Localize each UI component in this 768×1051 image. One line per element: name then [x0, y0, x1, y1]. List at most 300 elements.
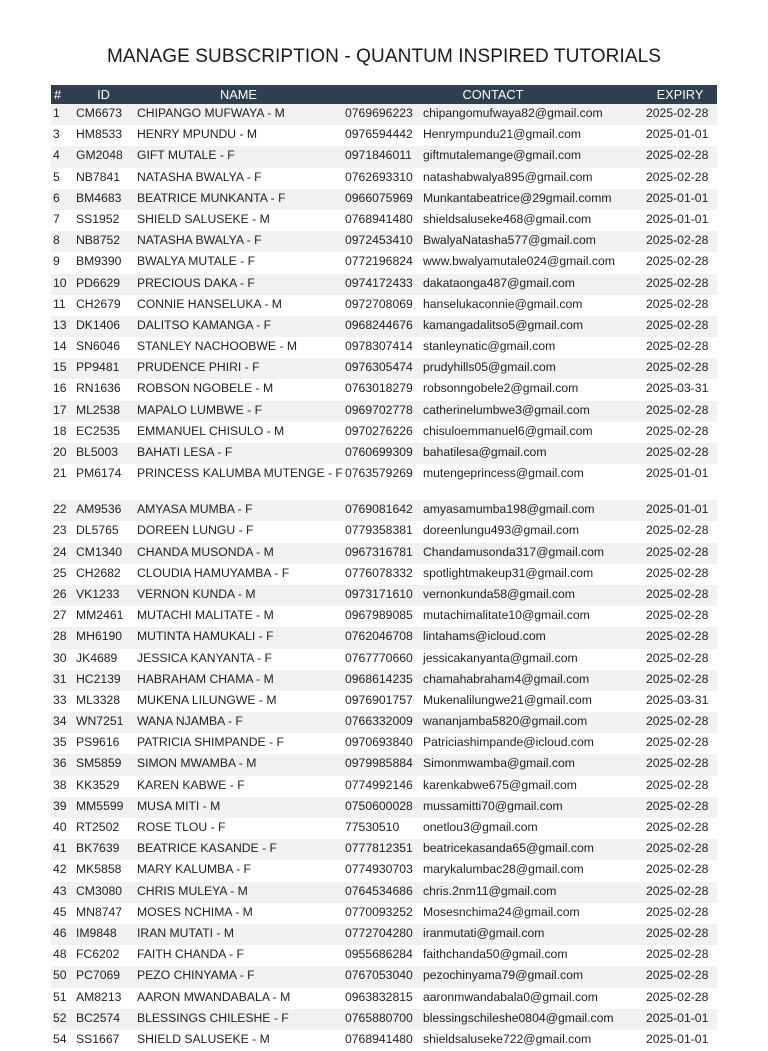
phone-number: 0760699309 — [343, 443, 422, 464]
subscriber-id: RN1636 — [76, 381, 121, 396]
email-address: natashabwalya895@gmail.com — [423, 169, 593, 184]
phone-number: 0968614235 — [343, 670, 422, 691]
phone-number: 0971846011 — [343, 146, 422, 167]
subscriber-name: DOREEN LUNGU - F — [137, 523, 254, 538]
row-number: 28 — [51, 627, 73, 648]
table-row — [51, 860, 717, 881]
expiry-date: 2025-01-01 — [643, 1009, 717, 1030]
row-number: 46 — [51, 924, 73, 945]
email-address: catherinelumbwe3@gmail.com — [422, 401, 643, 422]
email-address: Simonmwamba@gmail.com — [422, 754, 643, 775]
phone-number: 0767053040 — [343, 966, 422, 987]
expiry-date: 2025-02-28 — [643, 882, 717, 903]
expiry-date: 2025-02-28 — [643, 146, 717, 167]
email-address: aaronmwandabala0@gmail.com — [423, 989, 598, 1004]
table-row — [51, 712, 717, 733]
email-address: mutachimalitate10@gmail.com — [423, 608, 590, 623]
email-address: Patriciashimpande@icloud.com — [423, 735, 594, 750]
subscriber-id: BM4683 — [73, 189, 134, 210]
row-number: 36 — [51, 754, 73, 775]
subscriber-id: VK1233 — [73, 585, 134, 606]
subscriber-name: MARY KALUMBA - F — [137, 862, 252, 877]
expiry-date: 2025-02-28 — [646, 254, 709, 269]
table-row — [51, 168, 717, 189]
subscriber-name: EMMANUEL CHISULO - M — [137, 423, 285, 438]
subscriber-id: PM6174 — [76, 466, 122, 481]
subscriber-id: PD6629 — [73, 274, 134, 295]
subscriber-id: ML3328 — [76, 692, 121, 707]
expiry-date: 2025-01-01 — [643, 500, 717, 521]
column-header-expiry: EXPIRY — [643, 85, 717, 104]
row-number: 38 — [53, 777, 67, 792]
phone-number: 0772704280 — [343, 924, 422, 945]
table-row — [51, 231, 717, 252]
phone-number: 0768941480 — [345, 1031, 413, 1046]
phone-number: 0966075969 — [343, 189, 422, 210]
phone-number: 0763579269 — [345, 466, 413, 481]
phone-number: 0963832815 — [345, 989, 413, 1004]
expiry-date: 2025-02-28 — [643, 104, 717, 125]
expiry-date: 2025-02-28 — [646, 735, 709, 750]
expiry-date: 2025-02-28 — [646, 777, 709, 792]
subscriber-name: VERNON KUNDA - M — [134, 585, 343, 606]
subscriber-id: BL5003 — [73, 443, 134, 464]
table-row — [51, 337, 717, 358]
phone-number: 0974172433 — [343, 274, 422, 295]
expiry-date: 2025-02-28 — [643, 585, 717, 606]
subscriber-name: HENRY MPUNDU - M — [137, 127, 258, 142]
email-address: chamahabraham4@gmail.com — [422, 670, 643, 691]
phone-number: 0779358381 — [345, 523, 413, 538]
phone-number: 0762046708 — [343, 627, 422, 648]
column-header-name: NAME — [134, 85, 343, 104]
subscriber-name: SIMON MWAMBA - M — [134, 754, 343, 775]
subscriber-name: DALITSO KAMANGA - F — [134, 316, 343, 337]
phone-number: 0766332009 — [343, 712, 422, 733]
table-row — [51, 966, 717, 987]
subscriber-id: DL5765 — [76, 523, 119, 538]
expiry-date: 2025-03-31 — [646, 692, 709, 707]
subscriber-name: CONNIE HANSELUKA - M — [137, 296, 282, 311]
expiry-date: 2025-01-01 — [646, 466, 709, 481]
table-row — [51, 422, 717, 443]
row-number: 39 — [51, 797, 73, 818]
subscriber-id: BK7639 — [73, 839, 134, 860]
subscriber-name: SHIELD SALUSEKE - M — [137, 211, 270, 226]
expiry-date: 2025-02-28 — [643, 797, 717, 818]
email-address: chipangomufwaya82@gmail.com — [422, 104, 643, 125]
expiry-date: 2025-01-01 — [646, 1031, 709, 1046]
table-row — [51, 543, 717, 564]
row-number: 14 — [53, 339, 67, 354]
email-address: chris.2nm11@gmail.com — [422, 882, 643, 903]
phone-number: 0777812351 — [343, 839, 422, 860]
phone-number: 0967989085 — [345, 608, 413, 623]
subscriber-name: WANA NJAMBA - F — [134, 712, 343, 733]
email-address: karenkabwe675@gmail.com — [423, 777, 577, 792]
email-address: lintahams@icloud.com — [422, 627, 643, 648]
phone-number: 0967316781 — [343, 543, 422, 564]
row-number: 50 — [51, 966, 73, 987]
email-address: beatricekasanda65@gmail.com — [422, 839, 643, 860]
expiry-date: 2025-02-28 — [643, 754, 717, 775]
email-address: shieldsaluseke722@gmail.com — [423, 1031, 592, 1046]
phone-number: 0979985884 — [343, 754, 422, 775]
phone-number: 0768941480 — [345, 211, 413, 226]
subscriber-id: NB7841 — [76, 169, 121, 184]
email-address: bahatilesa@gmail.com — [422, 443, 643, 464]
phone-number: 0969702778 — [343, 401, 422, 422]
subscriber-name: CHANDA MUSONDA - M — [134, 543, 343, 564]
phone-number: 0973171610 — [343, 585, 422, 606]
email-address: vernonkunda58@gmail.com — [422, 585, 643, 606]
email-address: mutengeprincess@gmail.com — [423, 466, 584, 481]
subscriber-id: PS9616 — [76, 735, 120, 750]
table-row — [51, 585, 717, 606]
subscriber-name: MUKENA LILUNGWE - M — [137, 692, 277, 707]
subscriber-name: PATRICIA SHIMPANDE - F — [137, 735, 284, 750]
row-number: 24 — [51, 543, 73, 564]
subscriber-name: KAREN KABWE - F — [137, 777, 245, 792]
expiry-date: 2025-02-28 — [643, 358, 717, 379]
phone-number: 0976901757 — [345, 692, 413, 707]
phone-number: 0776078332 — [345, 565, 413, 580]
subscriber-id: MH6190 — [73, 627, 134, 648]
subscriber-name: PRUDENCE PHIRI - F — [134, 358, 343, 379]
subscriber-name: CLOUDIA HAMUYAMBA - F — [137, 565, 290, 580]
subscriber-id: GM2048 — [73, 146, 134, 167]
table-row — [51, 988, 717, 1009]
subscriber-id: AM9536 — [73, 500, 134, 521]
table-row — [51, 564, 717, 585]
table-row — [51, 358, 717, 379]
expiry-date: 2025-02-28 — [646, 650, 709, 665]
table-row — [51, 521, 717, 542]
table-row — [51, 274, 717, 295]
email-address: chisuloemmanuel6@gmail.com — [423, 423, 593, 438]
table-row — [51, 754, 717, 775]
row-number: 40 — [53, 820, 67, 834]
subscriber-name: PEZO CHINYAMA - F — [134, 966, 343, 987]
email-address: stanleynatic@gmail.com — [423, 339, 556, 354]
table-row — [51, 691, 717, 712]
table-row — [51, 1030, 717, 1051]
subscriber-id: MM2461 — [76, 608, 124, 623]
expiry-date: 2025-02-28 — [643, 924, 717, 945]
subscriber-id: FC6202 — [76, 947, 120, 962]
subscriber-name: CHRIS MULEYA - M — [134, 882, 343, 903]
table-row — [51, 316, 717, 337]
expiry-date: 2025-01-01 — [643, 189, 717, 210]
subscriber-name: MAPALO LUMBWE - F — [134, 401, 343, 422]
subscriber-name: BEATRICE KASANDE - F — [134, 839, 343, 860]
expiry-date: 2025-02-28 — [646, 296, 709, 311]
phone-number: 0750600028 — [343, 797, 422, 818]
expiry-date: 2025-02-28 — [643, 401, 717, 422]
table-row — [51, 189, 717, 210]
subscriber-id: CM1340 — [73, 543, 134, 564]
phone-number: 0976594442 — [345, 127, 413, 142]
phone-number: 0764534686 — [343, 882, 422, 903]
email-address: doreenlungu493@gmail.com — [423, 523, 580, 538]
subscriber-id: BC2574 — [73, 1009, 134, 1030]
table-row — [51, 606, 717, 627]
row-number: 22 — [51, 500, 73, 521]
row-number: 21 — [53, 466, 67, 481]
subscriber-name: GIFT MUTALE - F — [134, 146, 343, 167]
phone-number: 0978307414 — [345, 339, 413, 354]
email-address: giftmutalemange@gmail.com — [422, 146, 643, 167]
expiry-date: 2025-01-01 — [646, 127, 709, 142]
phone-number: 0972453410 — [343, 231, 422, 252]
table-row — [51, 210, 717, 231]
phone-number: 0970276226 — [345, 423, 413, 438]
subscriber-id: WN7251 — [73, 712, 134, 733]
row-number: 54 — [53, 1031, 67, 1046]
subscriber-id: KK3529 — [76, 777, 120, 792]
phone-number: 0968244676 — [343, 316, 422, 337]
subscription-table — [51, 85, 717, 1051]
row-number: 5 — [53, 169, 60, 184]
expiry-date: 2025-02-28 — [643, 274, 717, 295]
phone-number: 0972708069 — [345, 296, 413, 311]
table-row — [51, 945, 717, 966]
row-number: 1 — [51, 104, 73, 125]
table-row — [51, 649, 717, 670]
phone-number: 0774930703 — [345, 862, 413, 877]
subscriber-id: CH2679 — [76, 296, 121, 311]
page-title: MANAGE SUBSCRIPTION - QUANTUM INSPIRED TUTORIALS — [106, 46, 662, 67]
subscriber-name: BLESSINGS CHILESHE - F — [134, 1009, 343, 1030]
expiry-date: 2025-02-28 — [643, 627, 717, 648]
subscriber-name: NATASHA BWALYA - F — [134, 231, 343, 252]
email-address: faithchanda50@gmail.com — [423, 947, 568, 962]
subscriber-name: BWALYA MUTALE - F — [137, 254, 256, 269]
subscriber-id: MK5858 — [76, 862, 122, 877]
phone-number: 0762693310 — [345, 169, 413, 184]
subscriber-name: NATASHA BWALYA - F — [137, 169, 262, 184]
subscriber-name: PRINCESS KALUMBA MUTENGE - F — [137, 466, 343, 481]
table-row — [51, 627, 717, 648]
email-address: spotlightmakeup31@gmail.com — [423, 565, 594, 580]
phone-number: 0774992146 — [345, 777, 413, 792]
table-row — [51, 1009, 717, 1030]
email-address: iranmutati@gmail.com — [422, 924, 643, 945]
subscriber-id: PC7069 — [73, 966, 134, 987]
subscriber-id: NB8752 — [73, 231, 134, 252]
email-address: Munkantabeatrice@29gmail.comm — [422, 189, 643, 210]
row-number: 13 — [51, 316, 73, 337]
expiry-date: 2025-02-28 — [643, 231, 717, 252]
email-address: onetlou3@gmail.com — [423, 820, 538, 834]
table-row — [51, 443, 717, 464]
expiry-date: 2025-03-31 — [646, 381, 709, 396]
subscriber-name: ROSE TLOU - F — [137, 820, 226, 834]
phone-number: 77530510 — [345, 820, 400, 834]
expiry-date: 2025-02-28 — [643, 670, 717, 691]
row-number: 48 — [53, 947, 67, 962]
expiry-date: 2025-02-28 — [646, 820, 709, 834]
subscriber-id: IM9848 — [73, 924, 134, 945]
email-address: robsonngobele2@gmail.com — [423, 381, 579, 396]
subscriber-name: MUSA MITI - M — [134, 797, 343, 818]
row-number: 34 — [51, 712, 73, 733]
subscriber-id: MN8747 — [76, 904, 123, 919]
expiry-date: 2025-02-28 — [643, 839, 717, 860]
subscriber-id: EC2535 — [76, 423, 121, 438]
row-number: 33 — [53, 692, 67, 707]
email-address: wananjamba5820@gmail.com — [422, 712, 643, 733]
email-address: prudyhills05@gmail.com — [422, 358, 643, 379]
row-number: 25 — [53, 565, 67, 580]
subscriber-id: SN6046 — [76, 339, 121, 354]
expiry-date: 2025-02-28 — [646, 565, 709, 580]
subscriber-name: SHIELD SALUSEKE - M — [137, 1031, 270, 1046]
column-header-contact: CONTACT — [343, 85, 643, 104]
subscriber-id: MM5599 — [73, 797, 134, 818]
expiry-date: 2025-02-28 — [646, 339, 709, 354]
row-number: 7 — [53, 211, 60, 226]
table-row — [51, 295, 717, 316]
table-row — [51, 104, 717, 125]
row-number: 35 — [53, 735, 67, 750]
table-row — [51, 252, 717, 273]
row-number: 31 — [51, 670, 73, 691]
row-number: 16 — [53, 381, 67, 396]
subscriber-name: MUTACHI MALITATE - M — [137, 608, 274, 623]
subscriber-name: JESSICA KANYANTA - F — [137, 650, 272, 665]
phone-number: 0763018279 — [345, 381, 413, 396]
subscriber-name: ROBSON NGOBELE - M — [137, 381, 274, 396]
phone-number: 0970693840 — [345, 735, 413, 750]
email-address: dakataonga487@gmail.com — [422, 274, 643, 295]
email-address: kamangadalitso5@gmail.com — [422, 316, 643, 337]
row-number: 20 — [51, 443, 73, 464]
subscriber-name: BAHATI LESA - F — [134, 443, 343, 464]
subscriber-id: HM8533 — [76, 127, 123, 142]
expiry-date: 2025-02-28 — [643, 443, 717, 464]
email-address: www.bwalyamutale024@gmail.com — [423, 254, 615, 269]
table-row — [51, 125, 717, 146]
subscriber-name: PRECIOUS DAKA - F — [134, 274, 343, 295]
table-row — [51, 839, 717, 860]
phone-number: 0765880700 — [343, 1009, 422, 1030]
expiry-date: 2025-02-28 — [643, 543, 717, 564]
expiry-date: 2025-02-28 — [643, 712, 717, 733]
subscriber-id: CH2682 — [76, 565, 121, 580]
expiry-date: 2025-02-28 — [646, 989, 709, 1004]
email-address: shieldsaluseke468@gmail.com — [423, 211, 592, 226]
table-row — [51, 464, 717, 500]
phone-number: 0955686284 — [345, 947, 413, 962]
row-number: 23 — [53, 523, 67, 538]
expiry-date: 2025-02-28 — [646, 862, 709, 877]
expiry-date: 2025-02-28 — [646, 523, 709, 538]
email-address: Henrympundu21@gmail.com — [423, 127, 582, 142]
email-address: BwalyaNatasha577@gmail.com — [422, 231, 643, 252]
subscriber-name: HABRAHAM CHAMA - M — [134, 670, 343, 691]
table-row — [51, 670, 717, 691]
subscriber-name: AMYASA MUMBA - F — [134, 500, 343, 521]
row-number: 30 — [53, 650, 67, 665]
row-number: 52 — [51, 1009, 73, 1030]
row-number: 11 — [53, 296, 66, 311]
row-number: 9 — [53, 254, 60, 269]
table-row — [51, 146, 717, 167]
subscriber-id: CM6673 — [73, 104, 134, 125]
email-address: Chandamusonda317@gmail.com — [422, 543, 643, 564]
row-number: 6 — [51, 189, 73, 210]
subscriber-id: SM5859 — [73, 754, 134, 775]
email-address: Mukenalilungwe21@gmail.com — [423, 692, 592, 707]
table-row — [51, 500, 717, 521]
row-number: 51 — [53, 989, 67, 1004]
row-number: 18 — [53, 423, 67, 438]
phone-number: 0767770660 — [345, 650, 413, 665]
subscriber-id: AM8213 — [76, 989, 122, 1004]
subscriber-id: DK1406 — [73, 316, 134, 337]
subscriber-id: ML2538 — [73, 401, 134, 422]
row-number: 10 — [51, 274, 73, 295]
subscriber-id: RT2502 — [76, 820, 120, 834]
column-header-id: ID — [73, 85, 134, 104]
row-number: 17 — [51, 401, 73, 422]
row-number: 41 — [51, 839, 73, 860]
phone-number: 0770093252 — [345, 904, 413, 919]
table-row — [51, 776, 717, 797]
row-number: 8 — [51, 231, 73, 252]
table-row — [51, 733, 717, 754]
subscriber-name: MUTINTA HAMUKALI - F — [134, 627, 343, 648]
expiry-date: 2025-02-28 — [643, 966, 717, 987]
expiry-date: 2025-02-28 — [646, 904, 709, 919]
expiry-date: 2025-01-01 — [646, 211, 709, 226]
email-address: blessingschileshe0804@gmail.com — [422, 1009, 643, 1030]
email-address: jessicakanyanta@gmail.com — [423, 650, 578, 665]
expiry-date: 2025-02-28 — [646, 169, 709, 184]
row-number: 43 — [51, 882, 73, 903]
row-number: 42 — [53, 862, 67, 877]
table-row — [51, 379, 717, 400]
phone-number: 0769081642 — [343, 500, 422, 521]
phone-number: 0772196824 — [345, 254, 413, 269]
email-address: amyasamumba198@gmail.com — [422, 500, 643, 521]
expiry-date: 2025-02-28 — [646, 947, 709, 962]
subscriber-id: SS1667 — [76, 1031, 120, 1046]
table-row — [51, 797, 717, 818]
subscriber-name: MOSES NCHIMA - M — [137, 904, 253, 919]
phone-number: 0976305474 — [343, 358, 422, 379]
table-row — [51, 401, 717, 422]
phone-number: 0769696223 — [343, 104, 422, 125]
table-row — [51, 924, 717, 945]
subscriber-name: STANLEY NACHOOBWE - M — [137, 339, 298, 354]
row-number: 27 — [53, 608, 67, 623]
table-row — [51, 882, 717, 903]
subscriber-name: FAITH CHANDA - F — [137, 947, 244, 962]
subscriber-id: PP9481 — [73, 358, 134, 379]
email-address: Mosesnchima24@gmail.com — [423, 904, 580, 919]
table-header-row — [51, 85, 717, 104]
row-number: 3 — [53, 127, 60, 142]
expiry-date: 2025-02-28 — [643, 316, 717, 337]
expiry-date: 2025-02-28 — [646, 608, 709, 623]
row-number: 45 — [53, 904, 67, 919]
subscriber-id: JK4689 — [76, 650, 118, 665]
subscriber-name: AARON MWANDABALA - M — [137, 989, 291, 1004]
subscriber-id: SS1952 — [76, 211, 120, 226]
subscriber-id: BM9390 — [76, 254, 122, 269]
